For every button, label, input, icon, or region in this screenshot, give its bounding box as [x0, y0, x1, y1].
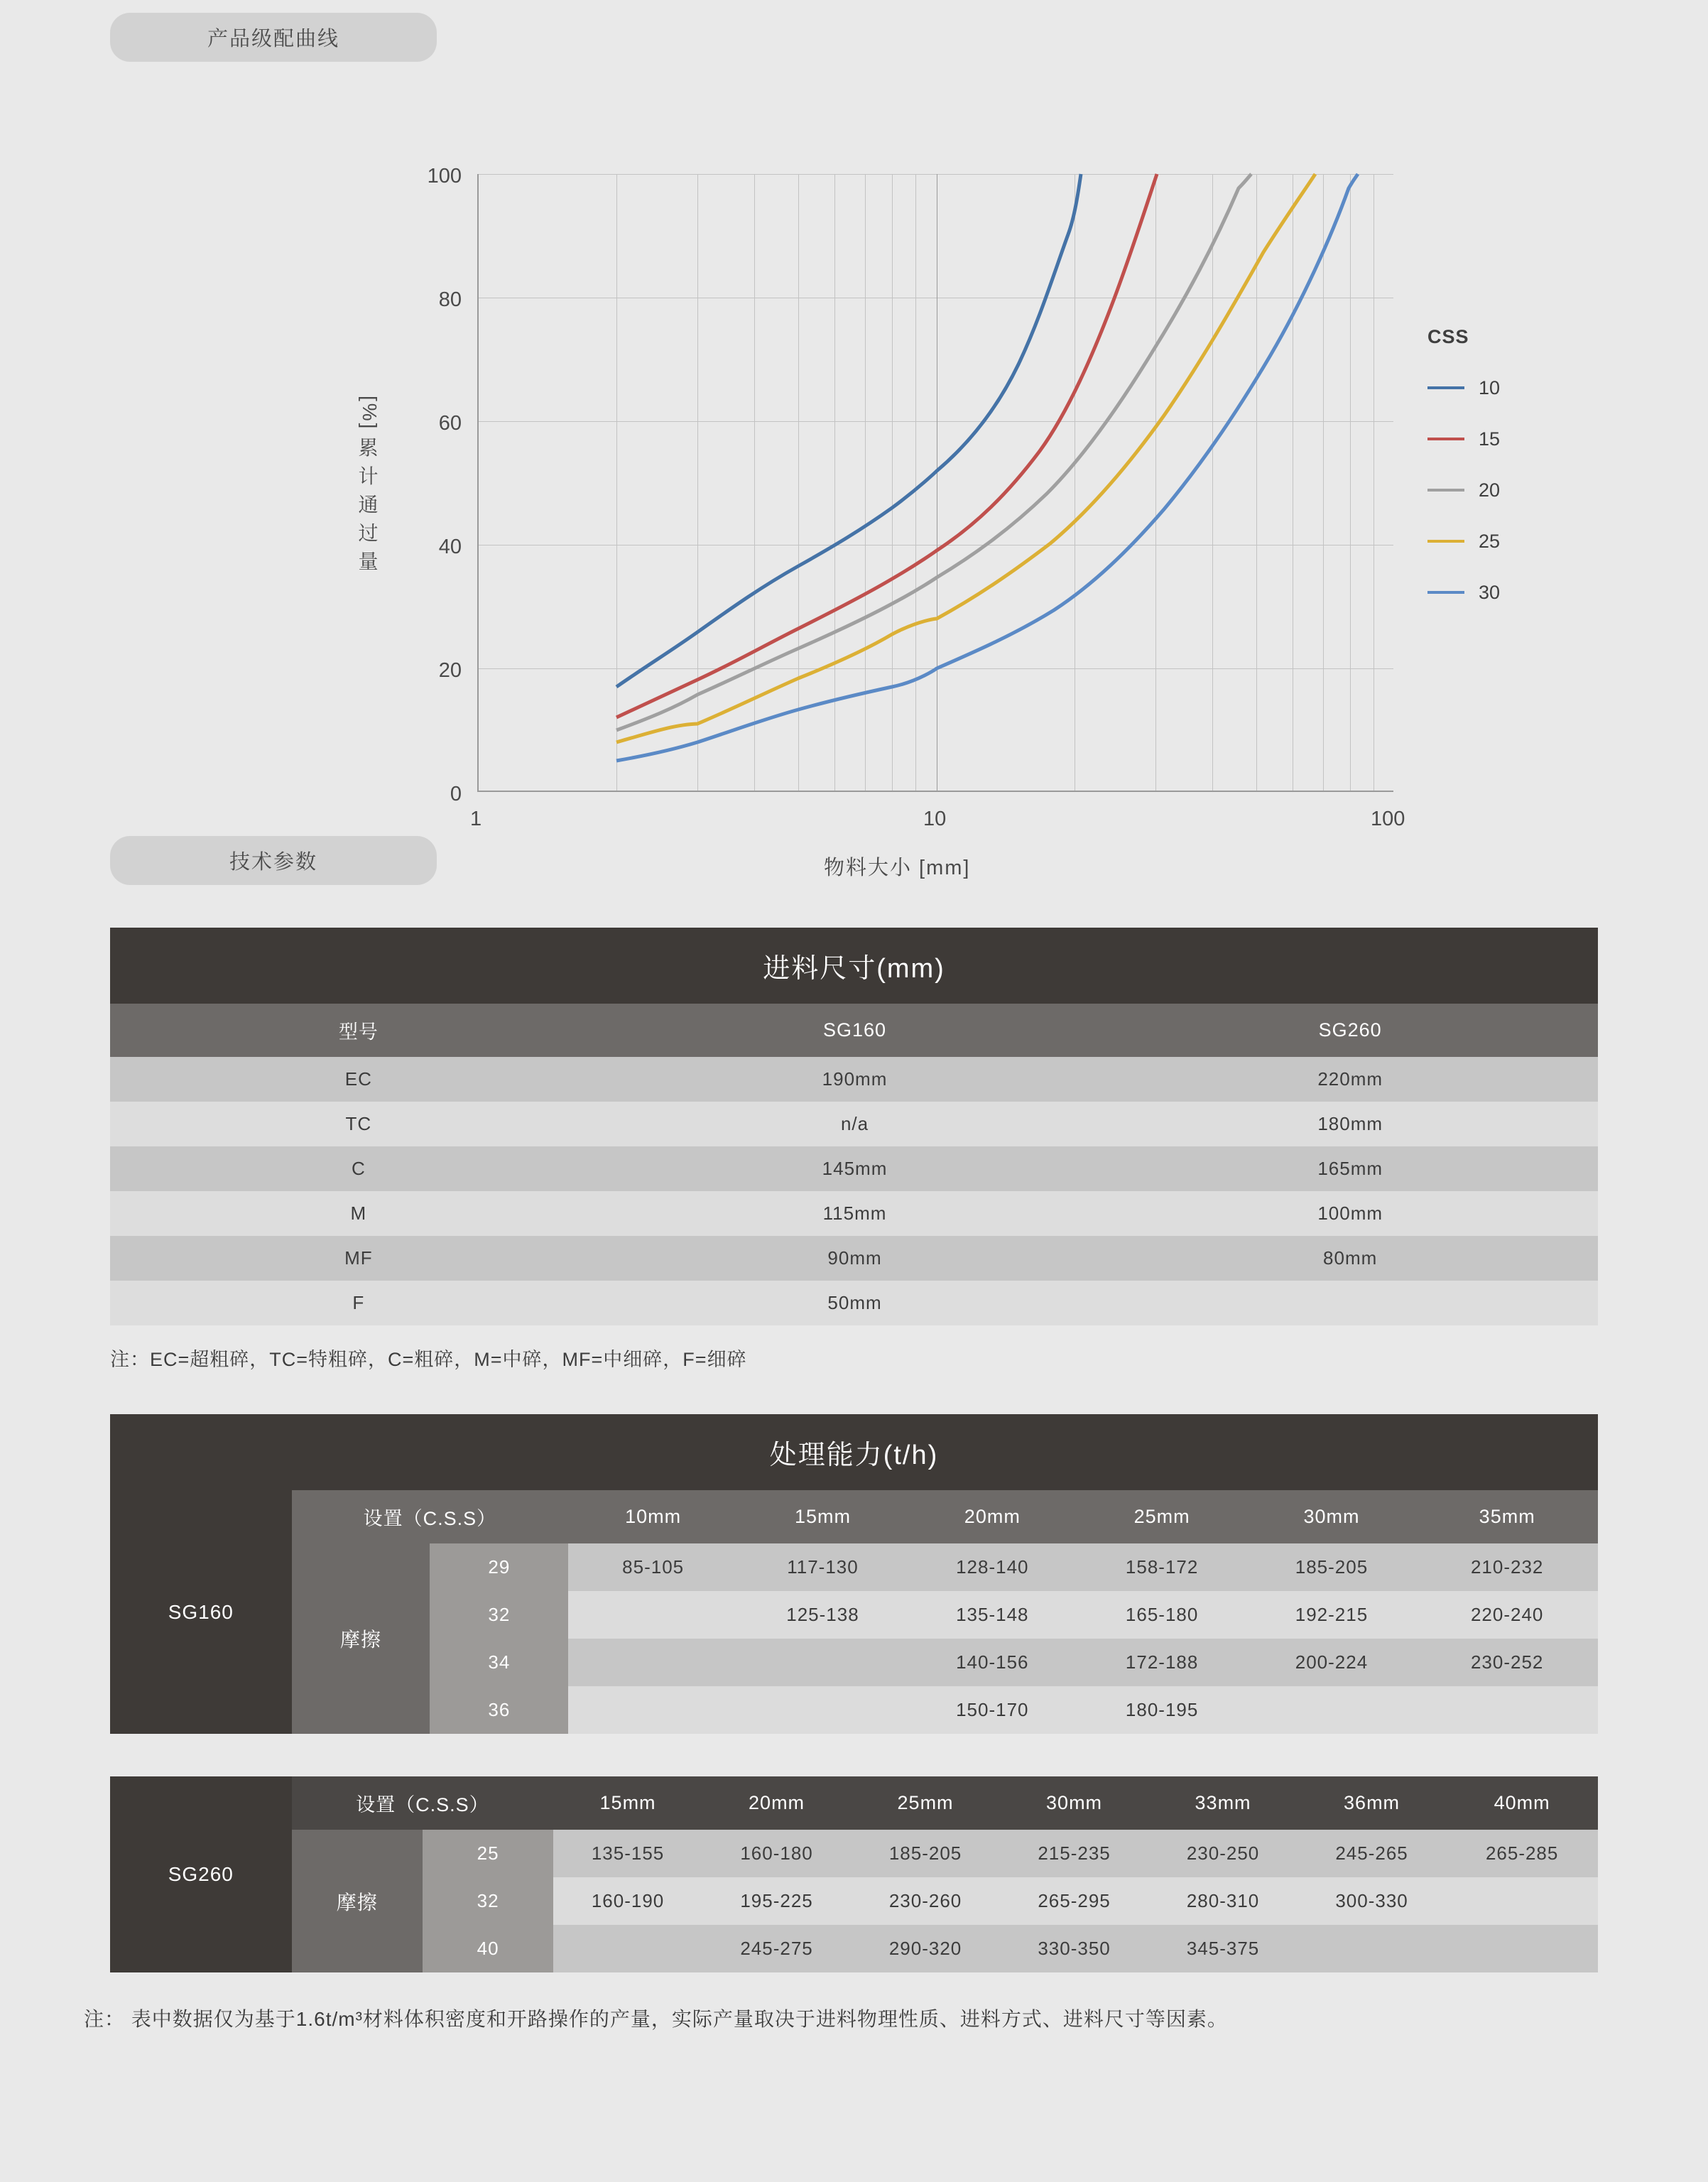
capacity-sg160-table [110, 1414, 1598, 1734]
setting-value: 29 [430, 1543, 568, 1591]
setting-value: 25 [423, 1830, 553, 1877]
model-label-sg160: SG160 [110, 1490, 292, 1734]
legend-swatch-icon [1427, 540, 1464, 543]
capacity-cell: 135-155 [553, 1830, 702, 1877]
x-tick-1: 1 [470, 808, 482, 830]
capacity-cell: 185-205 [851, 1830, 1000, 1877]
x-tick-10: 10 [923, 808, 947, 830]
setting-value: 36 [430, 1686, 568, 1734]
feed-table-title: 进料尺寸(mm) [110, 928, 1598, 1004]
cell-sg260: 180mm [1102, 1102, 1598, 1146]
friction-label: 摩擦 [292, 1830, 423, 1972]
legend-item-25 [1427, 516, 1500, 567]
cell-label: MF [110, 1236, 607, 1281]
cell-sg160: 145mm [607, 1146, 1103, 1191]
capacity-cell: 230-252 [1416, 1639, 1598, 1686]
capacity-sg160-wrap [0, 1414, 1708, 1734]
setting-header: 设置（C.S.S） [292, 1490, 569, 1543]
capacity-cell: 165-180 [1077, 1591, 1247, 1639]
capacity-cell [568, 1639, 738, 1686]
legend-item-15 [1427, 413, 1500, 465]
x-axis-title: 物料大小 [mm] [824, 857, 971, 879]
legend-swatch-icon [1427, 591, 1464, 594]
legend-item-10 [1427, 362, 1500, 413]
chart-section-header [0, 0, 1708, 62]
legend-swatch-icon [1427, 438, 1464, 440]
capacity-cell: 195-225 [702, 1877, 852, 1925]
capacity-cell [1298, 1925, 1447, 1972]
capacity-cell: 158-172 [1077, 1543, 1247, 1591]
cell-label: M [110, 1191, 607, 1236]
setting-value: 32 [423, 1877, 553, 1925]
col-header-36mm: 36mm [1298, 1776, 1447, 1830]
feed-size-table-wrap [0, 928, 1708, 1325]
setting-value: 40 [423, 1925, 553, 1972]
capacity-table-title: 处理能力(t/h) [110, 1414, 1598, 1490]
y-tick-40: 40 [438, 536, 462, 558]
col-header-35mm: 35mm [1416, 1490, 1598, 1543]
capacity-cell: 172-188 [1077, 1639, 1247, 1686]
capacity-cell: 160-190 [553, 1877, 702, 1925]
legend-swatch-icon [1427, 489, 1464, 492]
cell-label: EC [110, 1057, 607, 1102]
cell-sg260: 165mm [1102, 1146, 1598, 1191]
legend-label: 20 [1479, 479, 1501, 501]
table-row [110, 1543, 1598, 1591]
capacity-cell: 150-170 [908, 1686, 1077, 1734]
capacity-cell: 245-275 [702, 1925, 852, 1972]
feed-size-table [110, 928, 1598, 1325]
capacity-cell: 330-350 [1000, 1925, 1149, 1972]
cell-sg260 [1102, 1281, 1598, 1325]
table-row [110, 1057, 1598, 1102]
column-header-sg160: SG160 [607, 1004, 1103, 1057]
y-tick-20: 20 [438, 659, 462, 682]
capacity-cell: 280-310 [1148, 1877, 1298, 1925]
cell-label: TC [110, 1102, 607, 1146]
capacity-cell: 180-195 [1077, 1686, 1247, 1734]
chart-legend [1427, 326, 1500, 618]
capacity-cell: 135-148 [908, 1591, 1077, 1639]
setting-header: 设置（C.S.S） [292, 1776, 554, 1830]
col-header-30mm: 30mm [1000, 1776, 1149, 1830]
setting-value: 32 [430, 1591, 568, 1639]
y-tick-100: 100 [427, 165, 462, 188]
plot-area [477, 174, 1393, 792]
y-tick-60: 60 [438, 412, 462, 435]
capacity-cell: 117-130 [738, 1543, 908, 1591]
capacity-cell: 200-224 [1247, 1639, 1417, 1686]
capacity-cell: 215-235 [1000, 1830, 1149, 1877]
col-header-20mm: 20mm [702, 1776, 852, 1830]
capacity-cell: 160-180 [702, 1830, 852, 1877]
cell-sg260: 220mm [1102, 1057, 1598, 1102]
cell-sg160: 115mm [607, 1191, 1103, 1236]
capacity-cell [1247, 1686, 1417, 1734]
col-header-15mm: 15mm [553, 1776, 702, 1830]
cell-sg160: n/a [607, 1102, 1103, 1146]
legend-swatch-icon [1427, 386, 1464, 389]
x-tick-100: 100 [1371, 808, 1405, 830]
capacity-cell: 192-215 [1247, 1591, 1417, 1639]
col-header-15mm: 15mm [738, 1490, 908, 1543]
table-row [110, 1281, 1598, 1325]
capacity-cell: 185-205 [1247, 1543, 1417, 1591]
y-tick-80: 80 [438, 288, 462, 311]
capacity-cell [738, 1686, 908, 1734]
y-tick-0: 0 [450, 783, 462, 805]
table-header-row [110, 1004, 1598, 1057]
legend-label: 25 [1479, 530, 1501, 552]
cell-sg160: 90mm [607, 1236, 1103, 1281]
capacity-title-row [110, 1414, 1598, 1490]
table-row [110, 1146, 1598, 1191]
capacity-cell [1446, 1925, 1598, 1972]
cell-sg160: 190mm [607, 1057, 1103, 1102]
capacity-cell [1416, 1686, 1598, 1734]
capacity-cell: 85-105 [568, 1543, 738, 1591]
table-row [110, 1236, 1598, 1281]
capacity-cell: 230-250 [1148, 1830, 1298, 1877]
table-row [110, 1191, 1598, 1236]
capacity-cell [1446, 1877, 1598, 1925]
cell-sg160: 50mm [607, 1281, 1103, 1325]
cell-label: F [110, 1281, 607, 1325]
capacity-cell: 220-240 [1416, 1591, 1598, 1639]
col-header-25mm: 25mm [1077, 1490, 1247, 1543]
capacity-cell: 265-285 [1446, 1830, 1598, 1877]
capacity-cell: 210-232 [1416, 1543, 1598, 1591]
capacity-cell: 128-140 [908, 1543, 1077, 1591]
chart-pill-label: 产品级配曲线 [110, 13, 437, 62]
legend-label: 30 [1479, 581, 1501, 603]
capacity-cell [568, 1591, 738, 1639]
capacity-cell [568, 1686, 738, 1734]
col-header-25mm: 25mm [851, 1776, 1000, 1830]
friction-label: 摩擦 [292, 1543, 430, 1734]
y-axis-title [355, 396, 384, 576]
col-header-33mm: 33mm [1148, 1776, 1298, 1830]
capacity-sg260-table [110, 1776, 1598, 1972]
capacity-sg260-wrap [0, 1776, 1708, 1972]
capacity-cell: 125-138 [738, 1591, 908, 1639]
capacity-cell: 245-265 [1298, 1830, 1447, 1877]
col-header-10mm: 10mm [568, 1490, 738, 1543]
legend-item-30 [1427, 567, 1500, 618]
cell-sg260: 80mm [1102, 1236, 1598, 1281]
table-title-row [110, 928, 1598, 1004]
capacity-cell [738, 1639, 908, 1686]
capacity-header-row [110, 1490, 1598, 1543]
y-axis-unit: [%] [359, 396, 381, 431]
specs-pill-label: 技术参数 [110, 836, 437, 885]
column-header-model: 型号 [110, 1004, 607, 1057]
capacity-header-row [110, 1776, 1598, 1830]
feed-table-note: 注：EC=超粗碎，TC=特粗碎，C=粗碎，M=中碎，MF=中细碎，F=细碎 [110, 1349, 747, 1370]
col-header-30mm: 30mm [1247, 1490, 1417, 1543]
table-row [110, 1830, 1598, 1877]
capacity-cell: 140-156 [908, 1639, 1077, 1686]
y-axis-name: 累 计 通 过 量 [358, 437, 381, 572]
table-row [110, 1102, 1598, 1146]
capacity-cell: 300-330 [1298, 1877, 1447, 1925]
column-header-sg260: SG260 [1102, 1004, 1598, 1057]
legend-label: 15 [1479, 428, 1501, 450]
legend-item-20 [1427, 465, 1500, 516]
capacity-cell [553, 1925, 702, 1972]
capacity-cell: 265-295 [1000, 1877, 1149, 1925]
cell-sg260: 100mm [1102, 1191, 1598, 1236]
setting-value: 34 [430, 1639, 568, 1686]
curve-lines [479, 174, 1395, 792]
col-header-20mm: 20mm [908, 1490, 1077, 1543]
legend-label: 10 [1479, 376, 1501, 398]
legend-title: CSS [1427, 326, 1469, 347]
capacity-cell: 345-375 [1148, 1925, 1298, 1972]
model-label-sg260: SG260 [110, 1776, 292, 1972]
capacity-cell: 290-320 [851, 1925, 1000, 1972]
cell-label: C [110, 1146, 607, 1191]
capacity-cell: 230-260 [851, 1877, 1000, 1925]
col-header-40mm: 40mm [1446, 1776, 1598, 1830]
capacity-note: 注： 表中数据仅为基于1.6t/m³材料体积密度和开路操作的产量，实际产量取决于进料物理性质、进料方式、进料尺寸等因素。 [84, 2008, 1228, 2030]
